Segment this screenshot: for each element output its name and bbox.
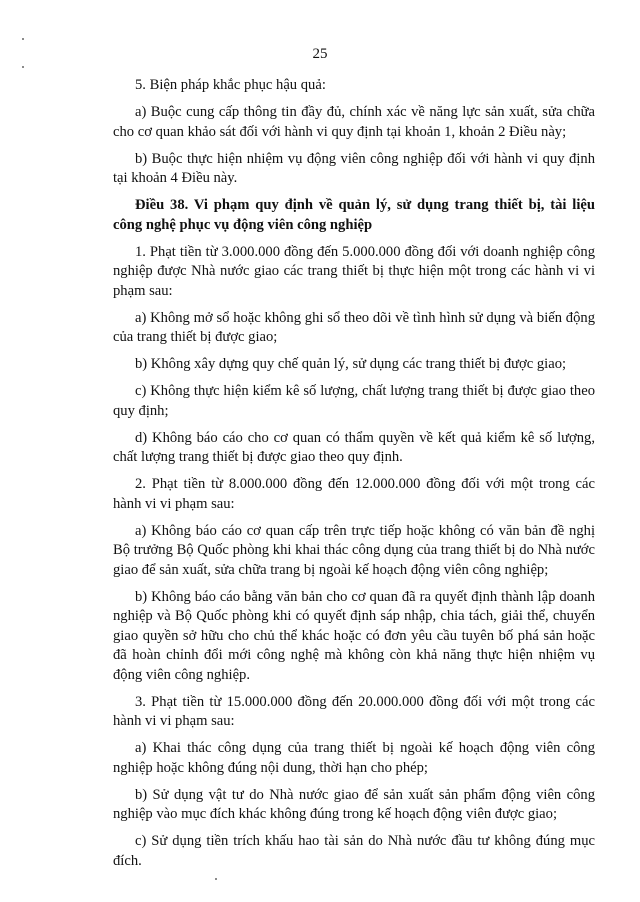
clause-1-d: d) Không báo cáo cho cơ quan có thẩm quyền về kết quả kiểm kê số lượng, chất lượng trang thiết bị được giao theo quy định. (113, 429, 595, 465)
page-number: 25 (312, 46, 328, 62)
paragraph-remedy-b: b) Buộc thực hiện nhiệm vụ động viên công nghiệp đối với hành vi quy định tại khoản 4 Điều này. (113, 150, 595, 186)
clause-3-a: a) Khai thác công dụng của trang thiết bị ngoài kế hoạch động viên công nghiệp hoặc không đúng nội dung, thời hạn cho phép; (113, 740, 595, 776)
clause-2-a: a) Không báo cáo cơ quan cấp trên trực tiếp hoặc không có văn bản đề nghị Bộ trưởng Bộ Quốc phòng khi khai thác công dụng của trang thiết bị do Nhà nước giao để sản xuất, sửa chữa trang bị ngoài kế hoạch động viên công nghiệp; (113, 522, 595, 578)
clause-1-b: b) Không xây dựng quy chế quản lý, sử dụng các trang thiết bị được giao; (135, 356, 567, 372)
clause-3-b: b) Sử dụng vật tư do Nhà nước giao để sản xuất sản phẩm động viên công nghiệp vào mục đích khác không đúng trong kế hoạch động viên được giao; (113, 786, 595, 822)
scan-speck (22, 38, 24, 40)
document-body (113, 76, 595, 879)
paragraph-remedy-heading: 5. Biện pháp khắc phục hậu quả: (135, 77, 326, 93)
clause-3: 3. Phạt tiền từ 15.000.000 đồng đến 20.000.000 đồng đối với một trong các hành vi vi phạm sau: (113, 693, 595, 729)
paragraph-remedy-a: a) Buộc cung cấp thông tin đầy đủ, chính xác về năng lực sản xuất, sửa chữa cho cơ quan khảo sát đối với hành vi quy định tại khoản 1, khoản 2 Điều này; (113, 104, 595, 140)
clause-1: 1. Phạt tiền từ 3.000.000 đồng đến 5.000.000 đồng đối với doanh nghiệp công nghiệp được Nhà nước giao các trang thiết bị thực hiện một trong các hành vi vi phạm sau: (113, 243, 595, 299)
clause-1-c: c) Không thực hiện kiểm kê số lượng, chất lượng trang thiết bị được giao theo quy định; (113, 383, 595, 419)
article-38-heading: Điều 38. Vi phạm quy định về quản lý, sử dụng trang thiết bị, tài liệu công nghệ phục vụ động viên công nghiệp (113, 197, 595, 233)
clause-2-b: b) Không báo cáo bằng văn bản cho cơ quan đã ra quyết định thành lập doanh nghiệp và Bộ Quốc phòng khi có quyết định sáp nhập, chia tách, giải thể, chuyển giao quyền sở hữu cho chủ thể khác hoặc có đơn yêu cầu tuyên bố phá sản hoặc đã hoàn chỉnh đổi mới công nghệ mà không còn khả năng thực hiện nhiệm vụ động viên công nghiệp. (113, 588, 595, 683)
scan-speck (22, 66, 24, 68)
clause-2: 2. Phạt tiền từ 8.000.000 đồng đến 12.000.000 đồng đối với một trong các hành vi vi phạm sau: (113, 476, 595, 512)
clause-1-a: a) Không mở sổ hoặc không ghi sổ theo dõi về tình hình sử dụng và biến động của trang thiết bị được giao; (113, 309, 595, 345)
clause-3-c: c) Sử dụng tiền trích khấu hao tài sản do Nhà nước đầu tư không đúng mục đích. (113, 833, 595, 869)
